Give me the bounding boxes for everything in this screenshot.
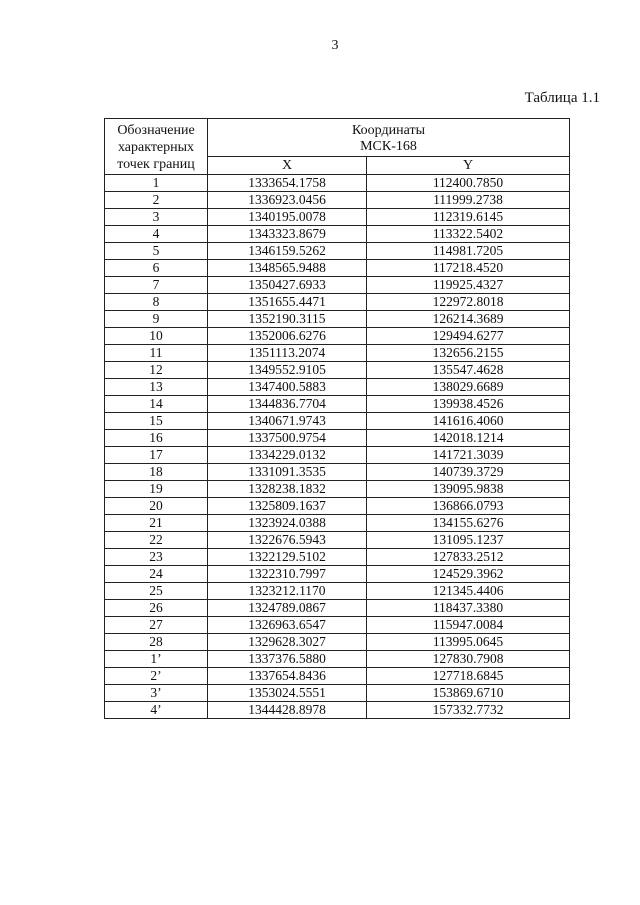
x-coordinate-cell: 1340671.9743 — [208, 413, 367, 430]
table-row — [105, 651, 570, 668]
header-coordinates — [208, 119, 570, 157]
point-number-cell: 12 — [105, 362, 208, 379]
table-row — [105, 311, 570, 328]
x-coordinate-cell: 1344836.7704 — [208, 396, 367, 413]
y-coordinate-cell: 113322.5402 — [367, 226, 570, 243]
y-coordinate-cell: 115947.0084 — [367, 617, 570, 634]
table-row — [105, 294, 570, 311]
point-number-cell: 5 — [105, 243, 208, 260]
x-coordinate-cell: 1333654.1758 — [208, 175, 367, 192]
table-row — [105, 702, 570, 719]
point-number-cell: 4 — [105, 226, 208, 243]
point-number-cell: 10 — [105, 328, 208, 345]
y-coordinate-cell: 112319.6145 — [367, 209, 570, 226]
x-coordinate-cell: 1325809.1637 — [208, 498, 367, 515]
table-body — [105, 175, 570, 719]
y-coordinate-cell: 126214.3689 — [367, 311, 570, 328]
point-number-cell: 13 — [105, 379, 208, 396]
x-coordinate-cell: 1352190.3115 — [208, 311, 367, 328]
table-row — [105, 549, 570, 566]
point-number-cell: 18 — [105, 464, 208, 481]
y-coordinate-cell: 142018.1214 — [367, 430, 570, 447]
x-coordinate-cell: 1322676.5943 — [208, 532, 367, 549]
table-row — [105, 192, 570, 209]
y-coordinate-cell: 141616.4060 — [367, 413, 570, 430]
point-number-cell: 19 — [105, 481, 208, 498]
point-number-cell: 15 — [105, 413, 208, 430]
point-number-cell: 21 — [105, 515, 208, 532]
point-number-cell: 1’ — [105, 651, 208, 668]
table-row — [105, 566, 570, 583]
table-row — [105, 617, 570, 634]
table-row — [105, 515, 570, 532]
table-row — [105, 685, 570, 702]
point-number-cell: 9 — [105, 311, 208, 328]
y-coordinate-cell: 136866.0793 — [367, 498, 570, 515]
x-coordinate-cell: 1351113.2074 — [208, 345, 367, 362]
y-coordinate-cell: 138029.6689 — [367, 379, 570, 396]
header-designation-line3: точек границ — [117, 157, 195, 172]
y-coordinate-cell: 157332.7732 — [367, 702, 570, 719]
y-coordinate-cell: 127718.6845 — [367, 668, 570, 685]
y-coordinate-cell: 141721.3039 — [367, 447, 570, 464]
point-number-cell: 28 — [105, 634, 208, 651]
table-row — [105, 226, 570, 243]
x-coordinate-cell: 1329628.3027 — [208, 634, 367, 651]
header-y: Y — [367, 157, 570, 175]
point-number-cell: 6 — [105, 260, 208, 277]
point-number-cell: 7 — [105, 277, 208, 294]
header-coordinates-line1: Координаты — [352, 122, 425, 138]
x-coordinate-cell: 1323924.0388 — [208, 515, 367, 532]
x-coordinate-cell: 1351655.4471 — [208, 294, 367, 311]
y-coordinate-cell: 127833.2512 — [367, 549, 570, 566]
table-row — [105, 379, 570, 396]
y-coordinate-cell: 113995.0645 — [367, 634, 570, 651]
table-row — [105, 277, 570, 294]
point-number-cell: 27 — [105, 617, 208, 634]
point-number-cell: 1 — [105, 175, 208, 192]
table-row — [105, 634, 570, 651]
table-row — [105, 362, 570, 379]
table-row — [105, 175, 570, 192]
header-designation-line2: характерных — [117, 140, 195, 155]
table-row — [105, 209, 570, 226]
x-coordinate-cell: 1344428.8978 — [208, 702, 367, 719]
x-coordinate-cell: 1323212.1170 — [208, 583, 367, 600]
header-designation — [105, 119, 208, 175]
y-coordinate-cell: 121345.4406 — [367, 583, 570, 600]
y-coordinate-cell: 114981.7205 — [367, 243, 570, 260]
y-coordinate-cell: 111999.2738 — [367, 192, 570, 209]
point-number-cell: 17 — [105, 447, 208, 464]
y-coordinate-cell: 139095.9838 — [367, 481, 570, 498]
table-row — [105, 260, 570, 277]
table-row — [105, 243, 570, 260]
table-row — [105, 413, 570, 430]
table-row — [105, 600, 570, 617]
coordinates-table — [104, 118, 570, 719]
x-coordinate-cell: 1334229.0132 — [208, 447, 367, 464]
table-row — [105, 583, 570, 600]
y-coordinate-cell: 134155.6276 — [367, 515, 570, 532]
x-coordinate-cell: 1343323.8679 — [208, 226, 367, 243]
table-row — [105, 481, 570, 498]
y-coordinate-cell: 139938.4526 — [367, 396, 570, 413]
y-coordinate-cell: 131095.1237 — [367, 532, 570, 549]
x-coordinate-cell: 1337654.8436 — [208, 668, 367, 685]
table-row — [105, 464, 570, 481]
x-coordinate-cell: 1336923.0456 — [208, 192, 367, 209]
point-number-cell: 8 — [105, 294, 208, 311]
y-coordinate-cell: 140739.3729 — [367, 464, 570, 481]
x-coordinate-cell: 1337376.5880 — [208, 651, 367, 668]
x-coordinate-cell: 1346159.5262 — [208, 243, 367, 260]
table-row — [105, 396, 570, 413]
table-row — [105, 532, 570, 549]
point-number-cell: 3’ — [105, 685, 208, 702]
header-x: X — [208, 157, 367, 175]
x-coordinate-cell: 1350427.6933 — [208, 277, 367, 294]
point-number-cell: 25 — [105, 583, 208, 600]
x-coordinate-cell: 1340195.0078 — [208, 209, 367, 226]
point-number-cell: 3 — [105, 209, 208, 226]
x-coordinate-cell: 1348565.9488 — [208, 260, 367, 277]
table-row — [105, 430, 570, 447]
x-coordinate-cell: 1331091.3535 — [208, 464, 367, 481]
header-coordinates-line2: МСК-168 — [360, 138, 417, 154]
y-coordinate-cell: 122972.8018 — [367, 294, 570, 311]
table-row — [105, 328, 570, 345]
page-number: 3 — [331, 38, 339, 53]
y-coordinate-cell: 117218.4520 — [367, 260, 570, 277]
point-number-cell: 24 — [105, 566, 208, 583]
x-coordinate-cell: 1349552.9105 — [208, 362, 367, 379]
x-coordinate-cell: 1322310.7997 — [208, 566, 367, 583]
x-coordinate-cell: 1347400.5883 — [208, 379, 367, 396]
point-number-cell: 22 — [105, 532, 208, 549]
x-coordinate-cell: 1352006.6276 — [208, 328, 367, 345]
point-number-cell: 4’ — [105, 702, 208, 719]
point-number-cell: 11 — [105, 345, 208, 362]
table-row — [105, 345, 570, 362]
point-number-cell: 16 — [105, 430, 208, 447]
y-coordinate-cell: 118437.3380 — [367, 600, 570, 617]
x-coordinate-cell: 1328238.1832 — [208, 481, 367, 498]
y-coordinate-cell: 135547.4628 — [367, 362, 570, 379]
table-row — [105, 498, 570, 515]
y-coordinate-cell: 112400.7850 — [367, 175, 570, 192]
point-number-cell: 14 — [105, 396, 208, 413]
point-number-cell: 20 — [105, 498, 208, 515]
y-coordinate-cell: 127830.7908 — [367, 651, 570, 668]
x-coordinate-cell: 1353024.5551 — [208, 685, 367, 702]
header-designation-line1: Обозначение — [117, 123, 195, 138]
x-coordinate-cell: 1337500.9754 — [208, 430, 367, 447]
point-number-cell: 23 — [105, 549, 208, 566]
table-row — [105, 447, 570, 464]
table-row — [105, 668, 570, 685]
x-coordinate-cell: 1324789.0867 — [208, 600, 367, 617]
x-coordinate-cell: 1322129.5102 — [208, 549, 367, 566]
point-number-cell: 26 — [105, 600, 208, 617]
y-coordinate-cell: 124529.3962 — [367, 566, 570, 583]
y-coordinate-cell: 132656.2155 — [367, 345, 570, 362]
y-coordinate-cell: 129494.6277 — [367, 328, 570, 345]
point-number-cell: 2’ — [105, 668, 208, 685]
x-coordinate-cell: 1326963.6547 — [208, 617, 367, 634]
y-coordinate-cell: 119925.4327 — [367, 277, 570, 294]
y-coordinate-cell: 153869.6710 — [367, 685, 570, 702]
table-caption: Таблица 1.1 — [524, 90, 600, 106]
point-number-cell: 2 — [105, 192, 208, 209]
